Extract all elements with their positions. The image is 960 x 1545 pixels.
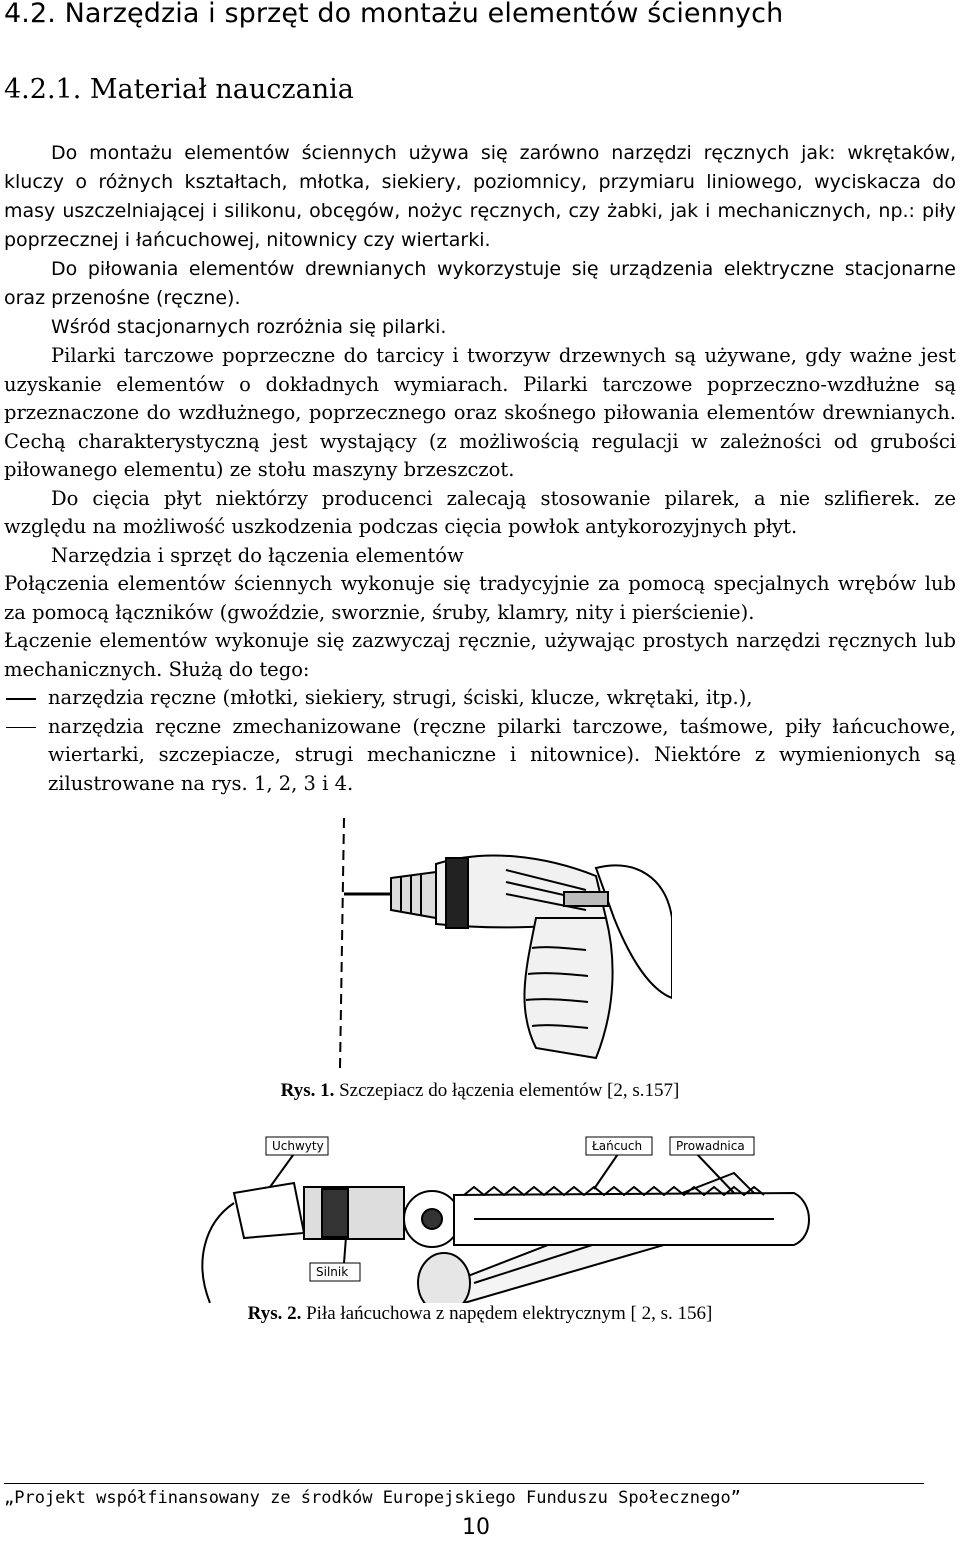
paragraph-cutting-boards: Do cięcia płyt niektórzy producenci zalecają stosowanie pilarek, a nie szlifierek. ze względu na możliwość uszkodzenia podczas cięcia powłok antykorozyjnych płyt. (4, 486, 956, 538)
label-chain: Łańcuch (592, 1139, 643, 1153)
paragraph-stationary: Wśród stacjonarnych rozróżnia się pilarki. (51, 316, 447, 338)
figure2-caption: Rys. 2. Piła łańcuchowa z napędem elektrycznym [ 2, s. 156] (247, 1303, 713, 1324)
paragraph-joints: Połączenia elementów ściennych wykonuje się tradycyjnie za pomocą specjalnych wrębów lub za pomocą łączników (gwoździe, sworznie, śruby, klamry, nity i pierścienie). (4, 572, 956, 624)
page-number: 10 (462, 1515, 490, 1540)
footer-divider (4, 1483, 924, 1484)
paragraph-tools: Do montażu elementów ściennych używa się zarówno narzędzi ręcznych jak: wkrętaków, kluczy o różnych kształtach, młotka, siekiery, poziomnicy, przymiaru liniowego, wyciskacza do masy uszczelniającej i silikonu, obcęgów, nożyc ręcznych, czy żabki, jak i mechanicznych, np.: piły poprzecznej i łańcuchowej, nitownicy czy wiertarki. (4, 142, 956, 251)
paragraph-sawing: Do piłowania elementów drewnianych wykorzystuje się urządzenia elektryczne stacjonarne oraz przenośne (ręczne). (4, 258, 956, 309)
paragraph-joining-methods: Łączenie elementów wykonuje się zazwyczaj ręcznie, używając prostych narzędzi ręcznych lub mechanicznych. Służą do tego: (4, 629, 956, 681)
paragraph-circular-saws: Pilarki tarczowe poprzeczne do tarcicy i tworzyw drzewnych są używane, gdy ważne jest uzyskanie elementów o dokładnych wymiarach. Pilarki tarczowe poprzeczno-wzdłużne są przeznaczone do wzdłużnego, poprzecznego oraz skośnego piłowania elementów drewnianych. Cechą charakterystyczną jest wystający (z możliwością regulacji w zależności od grubości piłowanego elementu) ze stołu maszyny brzeszczot. (4, 344, 956, 481)
figure1-caption: Rys. 1. Szczepiacz do łączenia elementów [2, s.157] (280, 1080, 680, 1101)
subsection-heading: 4.2.1. Materiał nauczania (4, 74, 354, 105)
label-motor: Silnik (316, 1265, 349, 1279)
body-text (4, 139, 956, 798)
list-item: narzędzia ręczne zmechanizowane (ręczne pilarki tarczowe, taśmowe, piły łańcuchowe, wiertarki, szczepiacze, strugi mechaniczne i nitownice). Niektóre z wymienionych są zilustrowane na rys. 1, 2, 3 i 4. (4, 713, 956, 799)
footer-note: „Projekt współfinansowany ze środków Europejskiego Funduszu Społecznego” (4, 1488, 741, 1508)
paragraph-joining-title: Narzędzia i sprzęt do łączenia elementów (51, 543, 464, 567)
stapler-illustration (296, 798, 672, 1068)
section-heading: 4.2. Narzędzia i sprzęt do montażu elementów ściennych (4, 0, 784, 29)
label-guide-bar: Prowadnica (676, 1139, 745, 1153)
list-item: narzędzia ręczne (młotki, siekiery, strugi, ściski, klucze, wkrętaki, itp.), (4, 684, 956, 713)
tools-list (4, 684, 956, 798)
chainsaw-illustration (174, 1133, 826, 1303)
label-handles: Uchwyty (272, 1139, 324, 1153)
